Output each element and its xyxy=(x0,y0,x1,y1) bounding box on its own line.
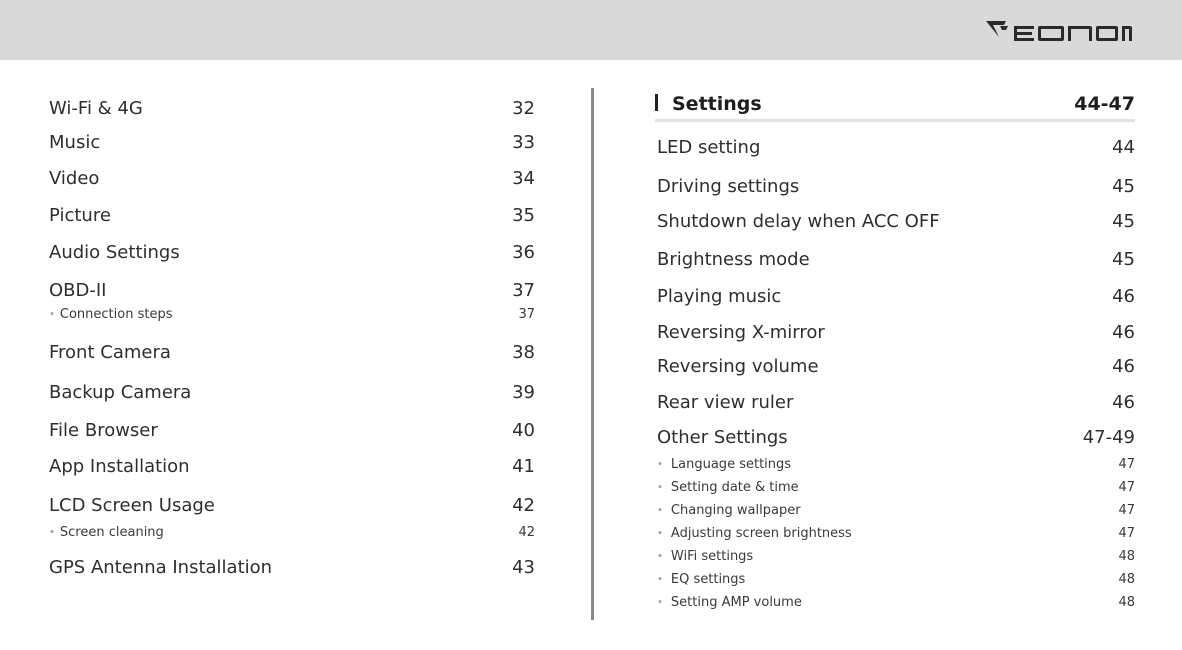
section-header[interactable] xyxy=(655,88,1135,122)
toc-entry-page: 33 xyxy=(512,132,535,153)
toc-subentry-title: • WiFi settings xyxy=(657,549,753,564)
toc-entry[interactable] xyxy=(49,342,535,363)
toc-subentry-title: • Setting date & time xyxy=(657,480,799,495)
toc-entry-page: 43 xyxy=(512,557,535,578)
toc-entry[interactable] xyxy=(49,382,535,403)
toc-subentry-page: 47 xyxy=(1118,457,1135,472)
toc-entry-page: 45 xyxy=(1112,176,1135,197)
toc-entry[interactable] xyxy=(49,456,535,477)
toc-entry-page: 44 xyxy=(1112,137,1135,158)
toc-subentry[interactable] xyxy=(657,572,1135,587)
toc-entry[interactable] xyxy=(657,286,1135,307)
toc-entry-title: LCD Screen Usage xyxy=(49,495,215,516)
toc-entry-page: 46 xyxy=(1112,322,1135,343)
toc-subentry-title: • Language settings xyxy=(657,457,791,472)
toc-entry-page: 39 xyxy=(512,382,535,403)
toc-entry[interactable] xyxy=(49,557,535,578)
toc-entry[interactable] xyxy=(49,420,535,441)
toc-entry-title: Picture xyxy=(49,205,111,226)
toc-entry-page: 37 xyxy=(512,280,535,301)
toc-entry-title: Audio Settings xyxy=(49,242,180,263)
toc-entry-title: Wi-Fi & 4G xyxy=(49,98,143,119)
toc-entry[interactable] xyxy=(49,132,535,153)
toc-entry-page: 46 xyxy=(1112,356,1135,377)
toc-entry-title: Music xyxy=(49,132,101,153)
toc-subentry[interactable] xyxy=(49,307,535,322)
toc-entry[interactable] xyxy=(657,392,1135,413)
toc-entry-title: Brightness mode xyxy=(657,249,810,270)
toc-entry-title: OBD-II xyxy=(49,280,107,301)
toc-entry[interactable] xyxy=(657,427,1135,448)
eonon-logo xyxy=(984,18,1134,44)
toc-entry-page: 42 xyxy=(512,495,535,516)
toc-subentry-title: • Changing wallpaper xyxy=(657,503,801,518)
toc-subentry[interactable] xyxy=(657,480,1135,495)
section-title: Settings xyxy=(672,92,762,115)
toc-entry-page: 32 xyxy=(512,98,535,119)
toc-subentry[interactable] xyxy=(657,526,1135,541)
toc-entry-title: File Browser xyxy=(49,420,158,441)
toc-subentry-title: • EQ settings xyxy=(657,572,745,587)
toc-entry-page: 46 xyxy=(1112,286,1135,307)
toc-subentry-page: 37 xyxy=(518,307,535,322)
toc-entry-page: 36 xyxy=(512,242,535,263)
toc-entry[interactable] xyxy=(657,356,1135,377)
toc-entry[interactable] xyxy=(657,211,1135,232)
toc-entry[interactable] xyxy=(49,242,535,263)
toc-entry-title: App Installation xyxy=(49,456,190,477)
toc-entry-title: Playing music xyxy=(657,286,782,307)
toc-entry-page: 41 xyxy=(512,456,535,477)
toc-entry-title: GPS Antenna Installation xyxy=(49,557,273,578)
toc-subentry-title: • Adjusting screen brightness xyxy=(657,526,852,541)
toc-subentry-page: 47 xyxy=(1118,503,1135,518)
toc-entry-page: 45 xyxy=(1112,211,1135,232)
toc-entry-title: Reversing volume xyxy=(657,356,819,377)
section-title-wrap xyxy=(655,93,762,115)
toc-entry-title: Video xyxy=(49,168,100,189)
toc-entry[interactable] xyxy=(49,168,535,189)
toc-entry[interactable] xyxy=(657,176,1135,197)
toc-subentry-title: • Connection steps xyxy=(49,307,173,322)
toc-entry[interactable] xyxy=(657,137,1135,158)
toc-entry-title: Driving settings xyxy=(657,176,800,197)
column-divider xyxy=(591,88,594,620)
toc-entry[interactable] xyxy=(49,98,535,119)
toc-subentry[interactable] xyxy=(657,549,1135,564)
toc-subentry-title: • Setting AMP volume xyxy=(657,595,802,610)
toc-entry[interactable] xyxy=(49,205,535,226)
toc-subentry-page: 47 xyxy=(1118,480,1135,495)
toc-entry-title: LED setting xyxy=(657,137,761,158)
section-pages: 44-47 xyxy=(1074,92,1135,115)
toc-entry-title: Front Camera xyxy=(49,342,171,363)
toc-subentry-page: 48 xyxy=(1118,572,1135,587)
toc-entry-page: 45 xyxy=(1112,249,1135,270)
toc-subentry[interactable] xyxy=(657,503,1135,518)
toc-entry[interactable] xyxy=(49,495,535,516)
toc-entry[interactable] xyxy=(657,249,1135,270)
toc-entry-title: Rear view ruler xyxy=(657,392,794,413)
toc-entry-page: 38 xyxy=(512,342,535,363)
toc-entry-page: 47-49 xyxy=(1082,427,1135,448)
toc-entry-title: Backup Camera xyxy=(49,382,192,403)
toc-entry[interactable] xyxy=(657,322,1135,343)
toc-subentry-page: 48 xyxy=(1118,595,1135,610)
toc-entry-page: 46 xyxy=(1112,392,1135,413)
toc-entry-page: 40 xyxy=(512,420,535,441)
toc-subentry-page: 48 xyxy=(1118,549,1135,564)
toc-subentry[interactable] xyxy=(657,457,1135,472)
toc-subentry-title: • Screen cleaning xyxy=(49,525,164,540)
toc-entry-title: Reversing X-mirror xyxy=(657,322,825,343)
toc-subentry[interactable] xyxy=(657,595,1135,610)
header-bar xyxy=(0,0,1182,60)
toc-entry-title: Shutdown delay when ACC OFF xyxy=(657,211,940,232)
toc-entry-page: 35 xyxy=(512,205,535,226)
toc-subentry-page: 42 xyxy=(518,525,535,540)
toc-subentry-page: 47 xyxy=(1118,526,1135,541)
toc-entry-title: Other Settings xyxy=(657,427,788,448)
section-marker xyxy=(655,94,658,111)
toc-subentry[interactable] xyxy=(49,525,535,540)
toc-entry-page: 34 xyxy=(512,168,535,189)
toc-entry[interactable] xyxy=(49,280,535,301)
